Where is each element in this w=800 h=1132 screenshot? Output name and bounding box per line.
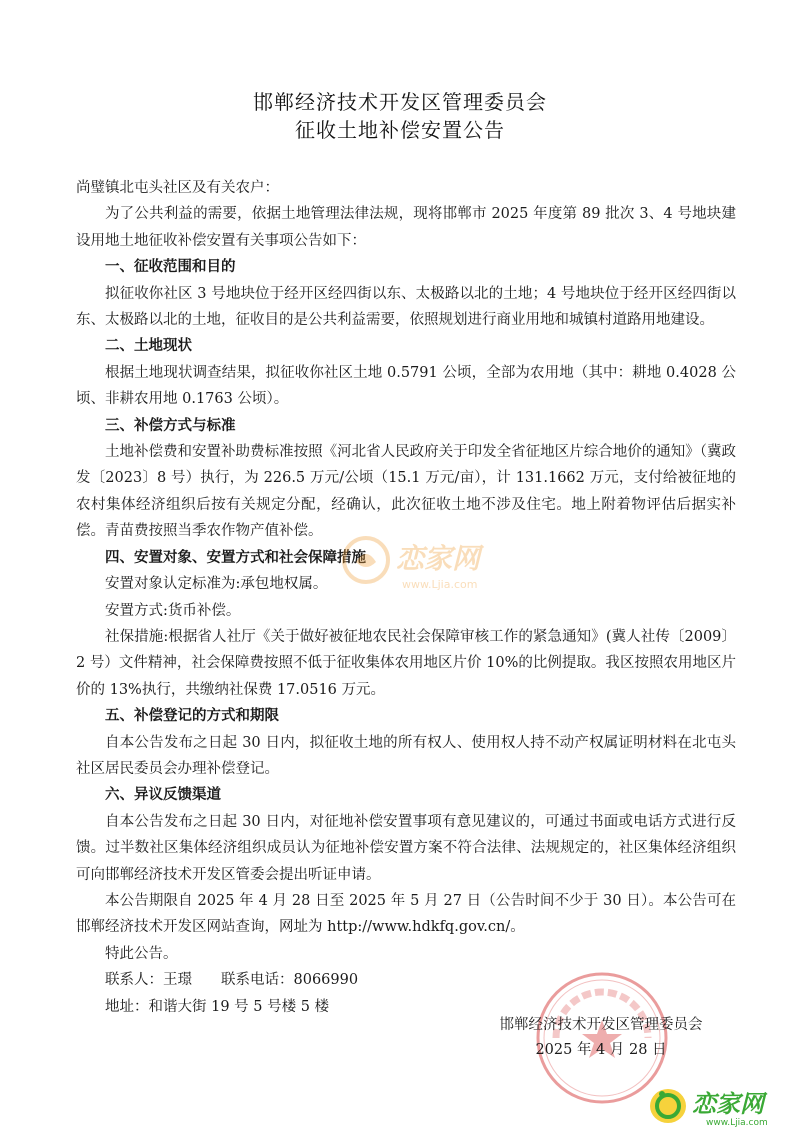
corner-brand-logo [646,1082,794,1128]
watermark-text: 恋家网 [396,542,481,575]
contact-line: 联系人：王璟 联系电话：8066990 [105,972,359,989]
section6-paragraph-period: 本公告期限自 2025 年 4 月 28 日至 2025 年 5 月 27 日（公告时间不少于 30 日）。本公告可在邯郸经济技术开发区网站查询，网址为 http://www.hdkfq.gov.cn/。 [76,892,736,936]
notice-title: 征收土地补偿安置公告 [295,118,505,142]
corner-logo-text: 恋家网 [692,1090,764,1118]
intro-paragraph: 为了公共利益的需要，依据土地管理法律法规，现将邯郸市 2025 年度第 89 批次 3、4 号地块建设用地土地征收补偿安置有关事项公告如下： [76,206,736,249]
section4-paragraph-method: 安置方式:货币补偿。 [105,602,241,619]
section5-paragraph: 自本公告发布之日起 30 日内，拟征收土地的所有权人、使用权人持不动产权属证明材料在北屯头社区居民委员会办理补偿登记。 [76,734,736,777]
section2-paragraph: 根据土地现状调查结果，拟征收你社区土地 0.5791 公顷，全部为农用地（其中：耕地 0.4028 公顷、非耕农用地 0.1763 公顷）。 [76,364,736,408]
section6-paragraph-feedback: 自本公告发布之日起 30 日内，对征地补偿安置事项有意见建议的，可通过书面或电话方式进行反馈。过半数社区集体经济组织成员认为征地补偿安置方案不符合法律、法规规定的，社区集体经济组织可向邯郸经济技术开发区管委会提出听证申请。 [76,813,736,883]
issuer-title: 邯郸经济技术开发区管理委员会 [253,90,547,114]
section4-heading: 四、安置对象、安置方式和社会保障措施 [105,549,366,566]
section3-heading: 三、补偿方式与标准 [105,417,236,434]
section2-heading: 二、土地现状 [105,338,192,355]
section1-paragraph: 拟征收你社区 3 号地块位于经开区经四街以东、太极路以北的土地；4 号地块位于经开区经四街以东、太极路以北的土地，征收目的是公共利益需要，依照规划进行商业用地和城镇村道路用地建设。 [76,285,736,329]
salutation: 尚璧镇北屯头社区及有关农户： [76,180,279,196]
section4-paragraph-target: 安置对象认定标准为:承包地权属。 [105,576,328,593]
signature-date: 2025 年 4 月 28 日 [535,1042,667,1058]
section1-heading: 一、征收范围和目的 [105,259,236,276]
watermark-logo [336,528,506,598]
corner-logo-url: www.Ljia.com [706,1118,768,1128]
address-line: 地址：和谐大街 19 号 5 号楼 5 楼 [105,998,330,1015]
signature-organization: 邯郸经济技术开发区管理委员会 [499,1017,703,1033]
watermark-url: www.Ljia.com [402,578,478,591]
section3-paragraph: 土地补偿费和安置补助费标准按照《河北省人民政府关于印发全省征地区片综合地价的通知》（冀政发〔2023〕8 号）执行，为 226.5 万元/公顷（15.1 万元/亩），计 131.1662 万元，支付给被征地的农村集体经济组织后按有关规定分配，经确认，此次征收土地不涉及住宅。地上附着物评估后据实补偿。青苗费按照当季农作物产值补偿。 [76,444,736,540]
section6-heading: 六、异议反馈渠道 [105,787,221,804]
section5-heading: 五、补偿登记的方式和期限 [105,708,279,725]
section4-paragraph-social-security: 社保措施:根据省人社厅《关于做好被征地农民社会保障审核工作的紧急通知》(冀人社传〔2009〕2 号）文件精神，社会保障费按照不低于征收集体农用地区片价 10%的比例提取。我区按照农用地区片价的 13%执行，共缴纳社保费 17.0516 万元。 [76,628,736,698]
closing-line: 特此公告。 [105,945,178,962]
